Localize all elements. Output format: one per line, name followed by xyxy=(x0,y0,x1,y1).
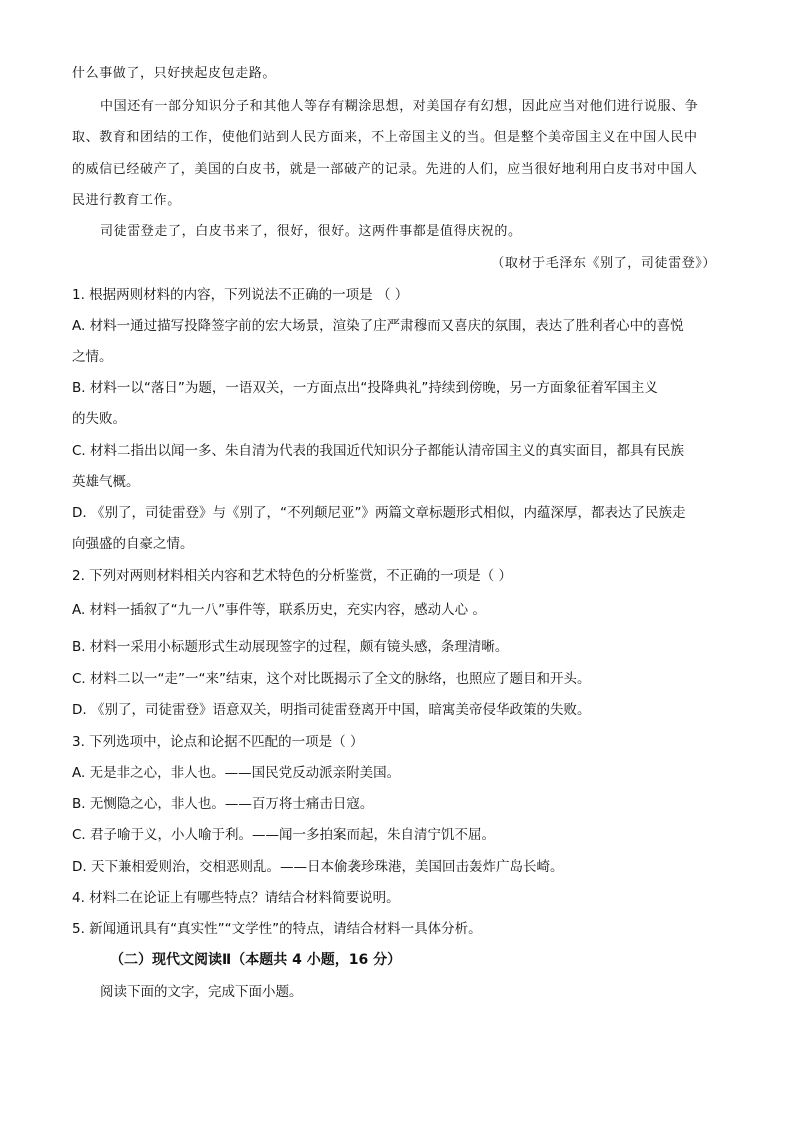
question-3-option-b: B. 无恻隐之心，非人也。——百万将士痛击日寇。 xyxy=(72,796,374,812)
question-2-option-d: D. 《别了，司徒雷登》语意双关，明指司徒雷登离开中国，暗寓美帝侵华政策的失败。 xyxy=(72,702,591,718)
passage-line: 民进行教育工作。 xyxy=(72,193,181,208)
question-1-option-a: A. 材料一通过描写投降签字前的宏大场景，渲染了庄严肃穆而又喜庆的氛围，表达了胜利者心中的喜悦 xyxy=(72,318,684,334)
question-2-stem: 2. 下列对两则材料相关内容和艺术特色的分析鉴赏，不正确的一项是（ ） xyxy=(72,568,512,584)
question-1-option-d-cont: 向强盛的自豪之情。 xyxy=(72,536,194,552)
question-2-option-a: A. 材料一插叙了“九一八”事件等，联系历史，充实内容，感动人心 。 xyxy=(72,602,486,618)
question-1-option-c: C. 材料二指出以闻一多、朱自清为代表的我国近代知识分子都能认清帝国主义的真实面目，都具有民族 xyxy=(72,443,685,459)
question-1-option-d: D. 《别了，司徒雷登》与《别了，“不列颠尼亚”》两篇文章标题形式相似，内蕴深厚，都表达了民族走 xyxy=(72,505,686,521)
passage-attribution: （取材于毛泽东《别了，司徒雷登》） xyxy=(491,256,716,271)
question-3-option-c: C. 君子喻于义，小人喻于利。——闻一多拍案而起，朱自清宁饥不屈。 xyxy=(72,827,496,843)
passage-line: 司徒雷登走了，白皮书来了，很好，很好。这两件事都是值得庆祝的。 xyxy=(100,224,522,239)
section-instruction: 阅读下面的文字，完成下面小题。 xyxy=(100,984,303,1000)
section-heading: （二）现代文阅读Ⅱ（本题共 4 小题，16 分） xyxy=(110,952,402,968)
question-3-stem: 3. 下列选项中，论点和论据不匹配的一项是（ ） xyxy=(72,734,364,750)
question-1-option-b-cont: 的失败。 xyxy=(72,411,126,427)
question-4-stem: 4. 材料二在论证上有哪些特点？请结合材料简要说明。 xyxy=(72,890,400,906)
question-3-option-d: D. 天下兼相爱则治，交相恶则乱。——日本偷袭珍珠港，美国回击轰炸广岛长崎。 xyxy=(72,859,564,875)
question-1-stem: 1. 根据两则材料的内容，下列说法不正确的一项是 （ ） xyxy=(72,287,409,303)
question-2-option-c: C. 材料二以一“走”一“来”结束，这个对比既揭示了全文的脉络，也照应了题目和开头。 xyxy=(72,671,591,687)
question-1-option-c-cont: 英雄气概。 xyxy=(72,474,140,490)
passage-line: 中国还有一部分知识分子和其他人等存有糊涂思想，对美国存有幻想，因此应当对他们进行说服、争 xyxy=(100,99,699,114)
passage-line: 什么事做了，只好挟起皮包走路。 xyxy=(72,66,277,81)
question-2-option-b: B. 材料一采用小标题形式生动展现签字的过程，颇有镜头感，条理清晰。 xyxy=(72,639,509,655)
question-3-option-a: A. 无是非之心，非人也。——国民党反动派亲附美国。 xyxy=(72,765,401,781)
question-5-stem: 5. 新闻通讯具有“真实性”“文学性”的特点，请结合材料一具体分析。 xyxy=(72,921,482,937)
passage-line: 的威信已经破产了，美国的白皮书，就是一部破产的记录。先进的人们，应当很好地利用白皮书对中国人 xyxy=(72,162,698,177)
passage-line: 取、教育和团结的工作，使他们站到人民方面来，不上帝国主义的当。但是整个美帝国主义在中国人民中 xyxy=(72,130,698,145)
question-1-option-b: B. 材料一以“落日”为题，一语双关，一方面点出“投降典礼”持续到傍晚，另一方面象征着军国主义 xyxy=(72,380,658,396)
question-1-option-a-cont: 之情。 xyxy=(72,349,113,365)
